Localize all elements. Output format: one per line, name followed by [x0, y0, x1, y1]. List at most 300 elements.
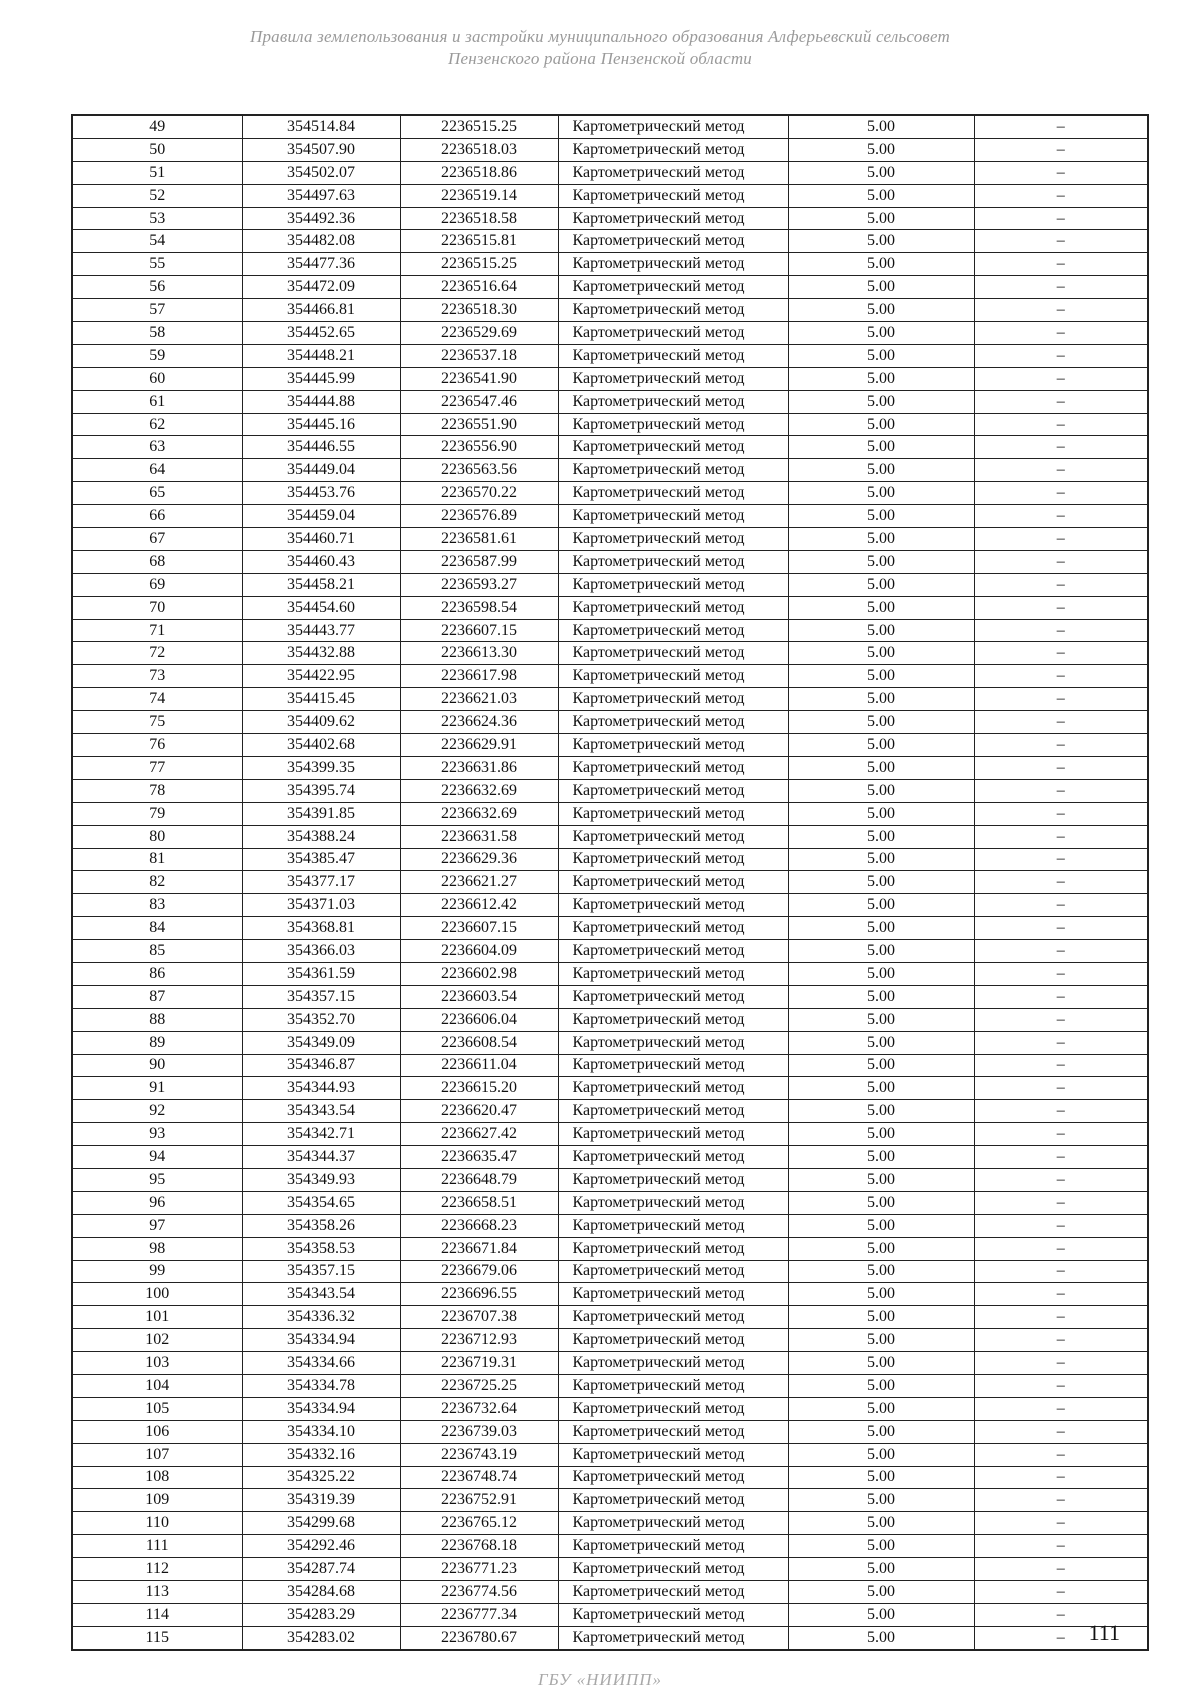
accuracy-cell: 5.00: [788, 436, 974, 459]
note-cell: –: [974, 528, 1148, 551]
note-cell: –: [974, 1146, 1148, 1169]
note-cell: –: [974, 550, 1148, 573]
x-coordinate-cell: 354342.71: [242, 1123, 400, 1146]
x-coordinate-cell: 354409.62: [242, 711, 400, 734]
method-cell: Картометрический метод: [558, 1054, 788, 1077]
accuracy-cell: 5.00: [788, 1420, 974, 1443]
note-cell: –: [974, 1283, 1148, 1306]
note-cell: –: [974, 413, 1148, 436]
x-coordinate-cell: 354357.15: [242, 1260, 400, 1283]
y-coordinate-cell: 2236743.19: [400, 1443, 558, 1466]
note-cell: –: [974, 871, 1148, 894]
accuracy-cell: 5.00: [788, 1626, 974, 1649]
y-coordinate-cell: 2236739.03: [400, 1420, 558, 1443]
note-cell: –: [974, 734, 1148, 757]
point-number-cell: 99: [72, 1260, 242, 1283]
accuracy-cell: 5.00: [788, 917, 974, 940]
y-coordinate-cell: 2236607.15: [400, 619, 558, 642]
x-coordinate-cell: 354514.84: [242, 115, 400, 138]
point-number-cell: 91: [72, 1077, 242, 1100]
point-number-cell: 98: [72, 1237, 242, 1260]
x-coordinate-cell: 354454.60: [242, 596, 400, 619]
y-coordinate-cell: 2236598.54: [400, 596, 558, 619]
accuracy-cell: 5.00: [788, 1100, 974, 1123]
accuracy-cell: 5.00: [788, 825, 974, 848]
method-cell: Картометрический метод: [558, 1374, 788, 1397]
note-cell: –: [974, 688, 1148, 711]
method-cell: Картометрический метод: [558, 184, 788, 207]
method-cell: Картометрический метод: [558, 1191, 788, 1214]
note-cell: –: [974, 711, 1148, 734]
point-number-cell: 49: [72, 115, 242, 138]
point-number-cell: 107: [72, 1443, 242, 1466]
x-coordinate-cell: 354361.59: [242, 962, 400, 985]
note-cell: –: [974, 1100, 1148, 1123]
page-footer: ГБУ «НИИПП»: [537, 1670, 663, 1689]
point-number-cell: 84: [72, 917, 242, 940]
note-cell: –: [974, 1008, 1148, 1031]
x-coordinate-cell: 354448.21: [242, 344, 400, 367]
note-cell: –: [974, 230, 1148, 253]
accuracy-cell: 5.00: [788, 1512, 974, 1535]
accuracy-cell: 5.00: [788, 230, 974, 253]
x-coordinate-cell: 354366.03: [242, 940, 400, 963]
table-row: [72, 1374, 1148, 1397]
note-cell: –: [974, 138, 1148, 161]
y-coordinate-cell: 2236631.58: [400, 825, 558, 848]
table-row: [72, 1626, 1148, 1649]
x-coordinate-cell: 354357.15: [242, 985, 400, 1008]
point-number-cell: 85: [72, 940, 242, 963]
y-coordinate-cell: 2236620.47: [400, 1100, 558, 1123]
table-row: [72, 802, 1148, 825]
point-number-cell: 65: [72, 482, 242, 505]
method-cell: Картометрический метод: [558, 1008, 788, 1031]
method-cell: Картометрический метод: [558, 390, 788, 413]
table-row: [72, 825, 1148, 848]
point-number-cell: 80: [72, 825, 242, 848]
method-cell: Картометрический метод: [558, 734, 788, 757]
y-coordinate-cell: 2236547.46: [400, 390, 558, 413]
point-number-cell: 68: [72, 550, 242, 573]
table-row: [72, 1512, 1148, 1535]
y-coordinate-cell: 2236768.18: [400, 1535, 558, 1558]
x-coordinate-cell: 354459.04: [242, 505, 400, 528]
method-cell: Картометрический метод: [558, 1329, 788, 1352]
note-cell: –: [974, 390, 1148, 413]
table-row: [72, 1008, 1148, 1031]
note-cell: –: [974, 482, 1148, 505]
x-coordinate-cell: 354354.65: [242, 1191, 400, 1214]
accuracy-cell: 5.00: [788, 940, 974, 963]
x-coordinate-cell: 354292.46: [242, 1535, 400, 1558]
point-number-cell: 100: [72, 1283, 242, 1306]
x-coordinate-cell: 354445.16: [242, 413, 400, 436]
method-cell: Картометрический метод: [558, 1397, 788, 1420]
note-cell: –: [974, 1237, 1148, 1260]
accuracy-cell: 5.00: [788, 1008, 974, 1031]
method-cell: Картометрический метод: [558, 779, 788, 802]
note-cell: –: [974, 1397, 1148, 1420]
method-cell: Картометрический метод: [558, 482, 788, 505]
point-number-cell: 64: [72, 459, 242, 482]
accuracy-cell: 5.00: [788, 894, 974, 917]
y-coordinate-cell: 2236519.14: [400, 184, 558, 207]
accuracy-cell: 5.00: [788, 688, 974, 711]
table-row: [72, 459, 1148, 482]
table-row: [72, 1352, 1148, 1375]
y-coordinate-cell: 2236602.98: [400, 962, 558, 985]
y-coordinate-cell: 2236668.23: [400, 1214, 558, 1237]
table-row: [72, 1168, 1148, 1191]
table-row: [72, 1306, 1148, 1329]
table-row: [72, 390, 1148, 413]
y-coordinate-cell: 2236621.27: [400, 871, 558, 894]
x-coordinate-cell: 354460.43: [242, 550, 400, 573]
method-cell: Картометрический метод: [558, 1168, 788, 1191]
accuracy-cell: 5.00: [788, 390, 974, 413]
x-coordinate-cell: 354445.99: [242, 367, 400, 390]
method-cell: Картометрический метод: [558, 1283, 788, 1306]
table-row: [72, 688, 1148, 711]
accuracy-cell: 5.00: [788, 1191, 974, 1214]
point-number-cell: 101: [72, 1306, 242, 1329]
y-coordinate-cell: 2236570.22: [400, 482, 558, 505]
point-number-cell: 86: [72, 962, 242, 985]
method-cell: Картометрический метод: [558, 1535, 788, 1558]
method-cell: Картометрический метод: [558, 413, 788, 436]
x-coordinate-cell: 354497.63: [242, 184, 400, 207]
y-coordinate-cell: 2236529.69: [400, 322, 558, 345]
note-cell: –: [974, 1626, 1148, 1649]
note-cell: –: [974, 1420, 1148, 1443]
table-row: [72, 848, 1148, 871]
method-cell: Картометрический метод: [558, 276, 788, 299]
accuracy-cell: 5.00: [788, 962, 974, 985]
note-cell: –: [974, 1191, 1148, 1214]
y-coordinate-cell: 2236780.67: [400, 1626, 558, 1649]
y-coordinate-cell: 2236593.27: [400, 573, 558, 596]
note-cell: –: [974, 161, 1148, 184]
y-coordinate-cell: 2236611.04: [400, 1054, 558, 1077]
method-cell: Картометрический метод: [558, 1420, 788, 1443]
method-cell: Картометрический метод: [558, 505, 788, 528]
x-coordinate-cell: 354283.29: [242, 1603, 400, 1626]
y-coordinate-cell: 2236696.55: [400, 1283, 558, 1306]
x-coordinate-cell: 354502.07: [242, 161, 400, 184]
x-coordinate-cell: 354344.93: [242, 1077, 400, 1100]
table-row: [72, 619, 1148, 642]
table-row: [72, 1535, 1148, 1558]
point-number-cell: 95: [72, 1168, 242, 1191]
y-coordinate-cell: 2236556.90: [400, 436, 558, 459]
table-row: [72, 573, 1148, 596]
table-row: [72, 711, 1148, 734]
x-coordinate-cell: 354334.10: [242, 1420, 400, 1443]
note-cell: –: [974, 322, 1148, 345]
y-coordinate-cell: 2236612.42: [400, 894, 558, 917]
table-row: [72, 161, 1148, 184]
point-number-cell: 74: [72, 688, 242, 711]
accuracy-cell: 5.00: [788, 207, 974, 230]
table-row: [72, 1420, 1148, 1443]
method-cell: Картометрический метод: [558, 207, 788, 230]
method-cell: Картометрический метод: [558, 1489, 788, 1512]
note-cell: –: [974, 825, 1148, 848]
method-cell: Картометрический метод: [558, 550, 788, 573]
accuracy-cell: 5.00: [788, 1558, 974, 1581]
note-cell: –: [974, 344, 1148, 367]
point-number-cell: 83: [72, 894, 242, 917]
note-cell: –: [974, 1077, 1148, 1100]
accuracy-cell: 5.00: [788, 756, 974, 779]
point-number-cell: 59: [72, 344, 242, 367]
accuracy-cell: 5.00: [788, 1489, 974, 1512]
y-coordinate-cell: 2236774.56: [400, 1581, 558, 1604]
table-row: [72, 871, 1148, 894]
x-coordinate-cell: 354334.78: [242, 1374, 400, 1397]
table-row: [72, 894, 1148, 917]
point-number-cell: 112: [72, 1558, 242, 1581]
point-number-cell: 78: [72, 779, 242, 802]
y-coordinate-cell: 2236679.06: [400, 1260, 558, 1283]
page-header: [0, 26, 1200, 70]
x-coordinate-cell: 354443.77: [242, 619, 400, 642]
y-coordinate-cell: 2236518.86: [400, 161, 558, 184]
y-coordinate-cell: 2236629.91: [400, 734, 558, 757]
point-number-cell: 106: [72, 1420, 242, 1443]
accuracy-cell: 5.00: [788, 1077, 974, 1100]
x-coordinate-cell: 354452.65: [242, 322, 400, 345]
accuracy-cell: 5.00: [788, 1535, 974, 1558]
x-coordinate-cell: 354368.81: [242, 917, 400, 940]
y-coordinate-cell: 2236563.56: [400, 459, 558, 482]
x-coordinate-cell: 354284.68: [242, 1581, 400, 1604]
x-coordinate-cell: 354415.45: [242, 688, 400, 711]
accuracy-cell: 5.00: [788, 802, 974, 825]
accuracy-cell: 5.00: [788, 1306, 974, 1329]
note-cell: –: [974, 1512, 1148, 1535]
point-number-cell: 82: [72, 871, 242, 894]
method-cell: Картометрический метод: [558, 871, 788, 894]
accuracy-cell: 5.00: [788, 596, 974, 619]
table-row: [72, 962, 1148, 985]
method-cell: Картометрический метод: [558, 1237, 788, 1260]
coordinates-table: [71, 114, 1149, 1651]
point-number-cell: 102: [72, 1329, 242, 1352]
point-number-cell: 97: [72, 1214, 242, 1237]
x-coordinate-cell: 354334.66: [242, 1352, 400, 1375]
table-row: [72, 642, 1148, 665]
y-coordinate-cell: 2236581.61: [400, 528, 558, 551]
note-cell: –: [974, 299, 1148, 322]
method-cell: Картометрический метод: [558, 848, 788, 871]
method-cell: Картометрический метод: [558, 962, 788, 985]
table-row: [72, 115, 1148, 138]
method-cell: Картометрический метод: [558, 528, 788, 551]
point-number-cell: 94: [72, 1146, 242, 1169]
accuracy-cell: 5.00: [788, 848, 974, 871]
method-cell: Картометрический метод: [558, 115, 788, 138]
note-cell: –: [974, 1352, 1148, 1375]
note-cell: –: [974, 642, 1148, 665]
method-cell: Картометрический метод: [558, 1558, 788, 1581]
y-coordinate-cell: 2236632.69: [400, 802, 558, 825]
method-cell: Картометрический метод: [558, 894, 788, 917]
method-cell: Картометрический метод: [558, 161, 788, 184]
y-coordinate-cell: 2236518.58: [400, 207, 558, 230]
point-number-cell: 88: [72, 1008, 242, 1031]
point-number-cell: 77: [72, 756, 242, 779]
accuracy-cell: 5.00: [788, 505, 974, 528]
note-cell: –: [974, 802, 1148, 825]
note-cell: –: [974, 207, 1148, 230]
note-cell: –: [974, 1374, 1148, 1397]
method-cell: Картометрический метод: [558, 665, 788, 688]
y-coordinate-cell: 2236518.03: [400, 138, 558, 161]
y-coordinate-cell: 2236648.79: [400, 1168, 558, 1191]
point-number-cell: 79: [72, 802, 242, 825]
note-cell: –: [974, 1329, 1148, 1352]
accuracy-cell: 5.00: [788, 1352, 974, 1375]
x-coordinate-cell: 354399.35: [242, 756, 400, 779]
table-row: [72, 138, 1148, 161]
note-cell: –: [974, 917, 1148, 940]
note-cell: –: [974, 665, 1148, 688]
note-cell: –: [974, 1214, 1148, 1237]
method-cell: Картометрический метод: [558, 711, 788, 734]
accuracy-cell: 5.00: [788, 1466, 974, 1489]
method-cell: Картометрический метод: [558, 1306, 788, 1329]
note-cell: –: [974, 1123, 1148, 1146]
table-row: [72, 1237, 1148, 1260]
point-number-cell: 71: [72, 619, 242, 642]
x-coordinate-cell: 354377.17: [242, 871, 400, 894]
note-cell: –: [974, 619, 1148, 642]
note-cell: –: [974, 1558, 1148, 1581]
x-coordinate-cell: 354446.55: [242, 436, 400, 459]
y-coordinate-cell: 2236719.31: [400, 1352, 558, 1375]
method-cell: Картометрический метод: [558, 1626, 788, 1649]
note-cell: –: [974, 596, 1148, 619]
method-cell: Картометрический метод: [558, 985, 788, 1008]
point-number-cell: 110: [72, 1512, 242, 1535]
point-number-cell: 63: [72, 436, 242, 459]
table-row: [72, 1054, 1148, 1077]
accuracy-cell: 5.00: [788, 1374, 974, 1397]
accuracy-cell: 5.00: [788, 1397, 974, 1420]
y-coordinate-cell: 2236624.36: [400, 711, 558, 734]
point-number-cell: 103: [72, 1352, 242, 1375]
y-coordinate-cell: 2236518.30: [400, 299, 558, 322]
method-cell: Картометрический метод: [558, 1581, 788, 1604]
x-coordinate-cell: 354343.54: [242, 1283, 400, 1306]
table-row: [72, 253, 1148, 276]
x-coordinate-cell: 354358.26: [242, 1214, 400, 1237]
accuracy-cell: 5.00: [788, 1603, 974, 1626]
accuracy-cell: 5.00: [788, 1146, 974, 1169]
x-coordinate-cell: 354349.93: [242, 1168, 400, 1191]
accuracy-cell: 5.00: [788, 734, 974, 757]
method-cell: Картометрический метод: [558, 642, 788, 665]
table-row: [72, 734, 1148, 757]
accuracy-cell: 5.00: [788, 1581, 974, 1604]
table-row: [72, 1214, 1148, 1237]
accuracy-cell: 5.00: [788, 367, 974, 390]
x-coordinate-cell: 354349.09: [242, 1031, 400, 1054]
x-coordinate-cell: 354334.94: [242, 1329, 400, 1352]
y-coordinate-cell: 2236604.09: [400, 940, 558, 963]
accuracy-cell: 5.00: [788, 1237, 974, 1260]
x-coordinate-cell: 354343.54: [242, 1100, 400, 1123]
x-coordinate-cell: 354482.08: [242, 230, 400, 253]
table-row: [72, 1329, 1148, 1352]
coordinates-table-body: [72, 115, 1148, 1650]
point-number-cell: 111: [72, 1535, 242, 1558]
method-cell: Картометрический метод: [558, 1512, 788, 1535]
point-number-cell: 62: [72, 413, 242, 436]
table-row: [72, 230, 1148, 253]
note-cell: –: [974, 894, 1148, 917]
x-coordinate-cell: 354358.53: [242, 1237, 400, 1260]
table-row: [72, 1283, 1148, 1306]
point-number-cell: 51: [72, 161, 242, 184]
y-coordinate-cell: 2236671.84: [400, 1237, 558, 1260]
y-coordinate-cell: 2236587.99: [400, 550, 558, 573]
point-number-cell: 75: [72, 711, 242, 734]
x-coordinate-cell: 354319.39: [242, 1489, 400, 1512]
table-row: [72, 436, 1148, 459]
note-cell: –: [974, 962, 1148, 985]
table-row: [72, 482, 1148, 505]
note-cell: –: [974, 436, 1148, 459]
method-cell: Картометрический метод: [558, 1031, 788, 1054]
point-number-cell: 87: [72, 985, 242, 1008]
point-number-cell: 70: [72, 596, 242, 619]
note-cell: –: [974, 1054, 1148, 1077]
note-cell: –: [974, 756, 1148, 779]
table-row: [72, 917, 1148, 940]
x-coordinate-cell: 354444.88: [242, 390, 400, 413]
y-coordinate-cell: 2236541.90: [400, 367, 558, 390]
table-row: [72, 596, 1148, 619]
point-number-cell: 56: [72, 276, 242, 299]
point-number-cell: 72: [72, 642, 242, 665]
table-row: [72, 1260, 1148, 1283]
table-row: [72, 985, 1148, 1008]
accuracy-cell: 5.00: [788, 550, 974, 573]
point-number-cell: 96: [72, 1191, 242, 1214]
y-coordinate-cell: 2236629.36: [400, 848, 558, 871]
y-coordinate-cell: 2236603.54: [400, 985, 558, 1008]
y-coordinate-cell: 2236725.25: [400, 1374, 558, 1397]
accuracy-cell: 5.00: [788, 665, 974, 688]
y-coordinate-cell: 2236606.04: [400, 1008, 558, 1031]
y-coordinate-cell: 2236748.74: [400, 1466, 558, 1489]
x-coordinate-cell: 354449.04: [242, 459, 400, 482]
x-coordinate-cell: 354458.21: [242, 573, 400, 596]
table-row: [72, 1146, 1148, 1169]
y-coordinate-cell: 2236615.20: [400, 1077, 558, 1100]
table-row: [72, 322, 1148, 345]
accuracy-cell: 5.00: [788, 573, 974, 596]
x-coordinate-cell: 354336.32: [242, 1306, 400, 1329]
point-number-cell: 89: [72, 1031, 242, 1054]
accuracy-cell: 5.00: [788, 138, 974, 161]
point-number-cell: 57: [72, 299, 242, 322]
table-row: [72, 1077, 1148, 1100]
table-row: [72, 505, 1148, 528]
